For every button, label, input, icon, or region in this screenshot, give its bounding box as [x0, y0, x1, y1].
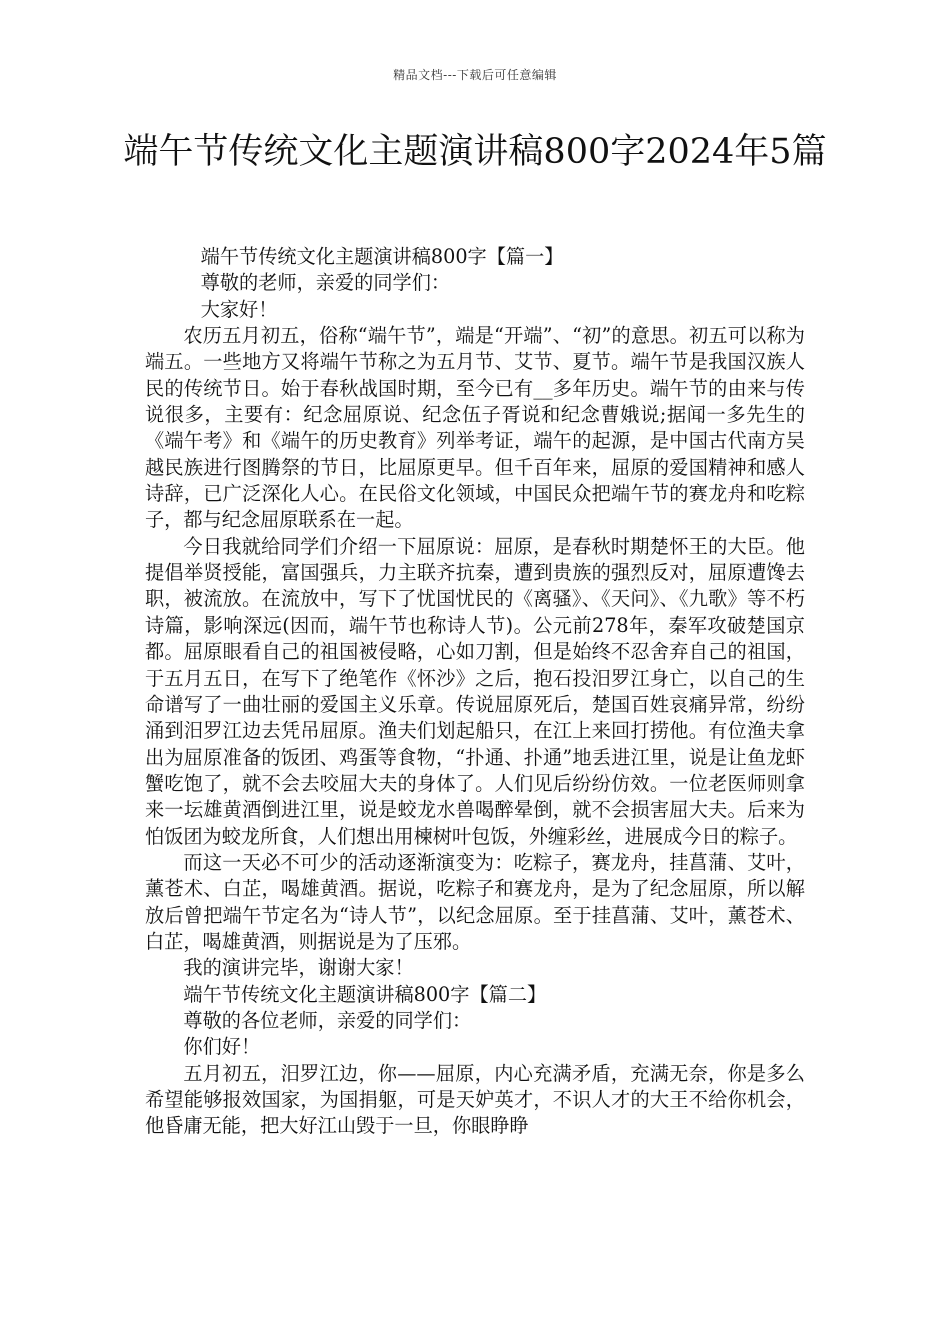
salutation: 尊敬的各位老师，亲爱的同学们：	[183, 1008, 472, 1032]
closing-line: 我的演讲完毕，谢谢大家！	[183, 956, 414, 980]
section-heading: 端午节传统文化主题演讲稿800字【篇二】	[183, 982, 547, 1006]
document-title: 端午节传统文化主题演讲稿800字2024年5篇	[123, 132, 827, 172]
header-note: 精品文档---下载后可任意编辑	[393, 68, 557, 82]
greeting: 大家好！	[200, 297, 278, 321]
paragraph: 而这一天必不可少的活动逐渐演变为：吃粽子，赛龙舟，挂菖蒲、艾叶，薰苍术、白芷，喝雄黄酒。据说，吃粽子和赛龙舟，是为了纪念屈原，所以解放后曾把端午节定名为“诗人节”，以纪念屈原。至于挂菖蒲、艾叶，薰苍术、白芷，喝雄黄酒，则据说是为了压邪。	[145, 850, 805, 953]
section-heading: 端午节传统文化主题演讲稿800字【篇一】	[200, 245, 564, 268]
greeting: 你们好！	[183, 1035, 261, 1059]
document-body	[145, 244, 805, 1140]
paragraph: 今日我就给同学们介绍一下屈原说：屈原，是春秋时期楚怀王的大臣。他提倡举贤授能，富国强兵，力主联齐抗秦，遭到贵族的强烈反对，屈原遭馋去职，被流放。在流放中，写下了忧国忧民的《离骚》、《天问》、《九歌》等不朽诗篇，影响深远(因而，端午节也称诗人节)。公元前278年，秦军攻破楚国京都。屈原眼看自己的祖国被侵略，心如刀割，但是始终不忍舍弃自己的祖国，于五月五日，在写下了绝笔作《怀沙》之后，抱石投汨罗江身亡，以自己的生命谱写了一曲壮丽的爱国主义乐章。传说屈原死后，楚国百姓哀痛异常，纷纷涌到汨罗江边去凭吊屈原。渔夫们划起船只，在江上来回打捞他。有位渔夫拿出为屈原准备的饭团、鸡蛋等食物，“扑通、扑通”地丢进江里，说是让鱼龙虾蟹吃饱了，就不会去咬屈大夫的身体了。人们见后纷纷仿效。一位老医师则拿来一坛雄黄酒倒进江里，说是蛟龙水兽喝醉晕倒，就不会损害屈大夫。后来为怕饭团为蛟龙所食，人们想出用楝树叶包饭，外缠彩丝，进展成今日的粽子。	[145, 534, 805, 848]
salutation: 尊敬的老师，亲爱的同学们：	[200, 271, 451, 295]
paragraph: 农历五月初五，俗称“端午节”，端是“开端”、“初”的意思。初五可以称为端五。一些地方又将端午节称之为五月节、艾节、夏节。端午节是我国汉族人民的传统节日。始于春秋战国时期，至今已有__多年历史。端午节的由来与传说很多，主要有：纪念屈原说、纪念伍子胥说和纪念曹娥说;据闻一多先生的《端午考》和《端午的历史教育》列举考证，端午的起源，是中国古代南方吴越民族进行图腾祭的节日，比屈原更早。但千百年来，屈原的爱国精神和感人诗辞，已广泛深化人心。在民俗文化领域，中国民众把端午节的赛龙舟和吃粽子，都与纪念屈原联系在一起。	[145, 324, 805, 532]
paragraph: 五月初五，汨罗江边，你——屈原，内心充满矛盾，充满无奈，你是多么希望能够报效国家，为国捐躯，可是天妒英才，不识人才的大王不给你机会，他昏庸无能，把大好江山毁于一旦，你眼睁睁	[145, 1061, 805, 1138]
